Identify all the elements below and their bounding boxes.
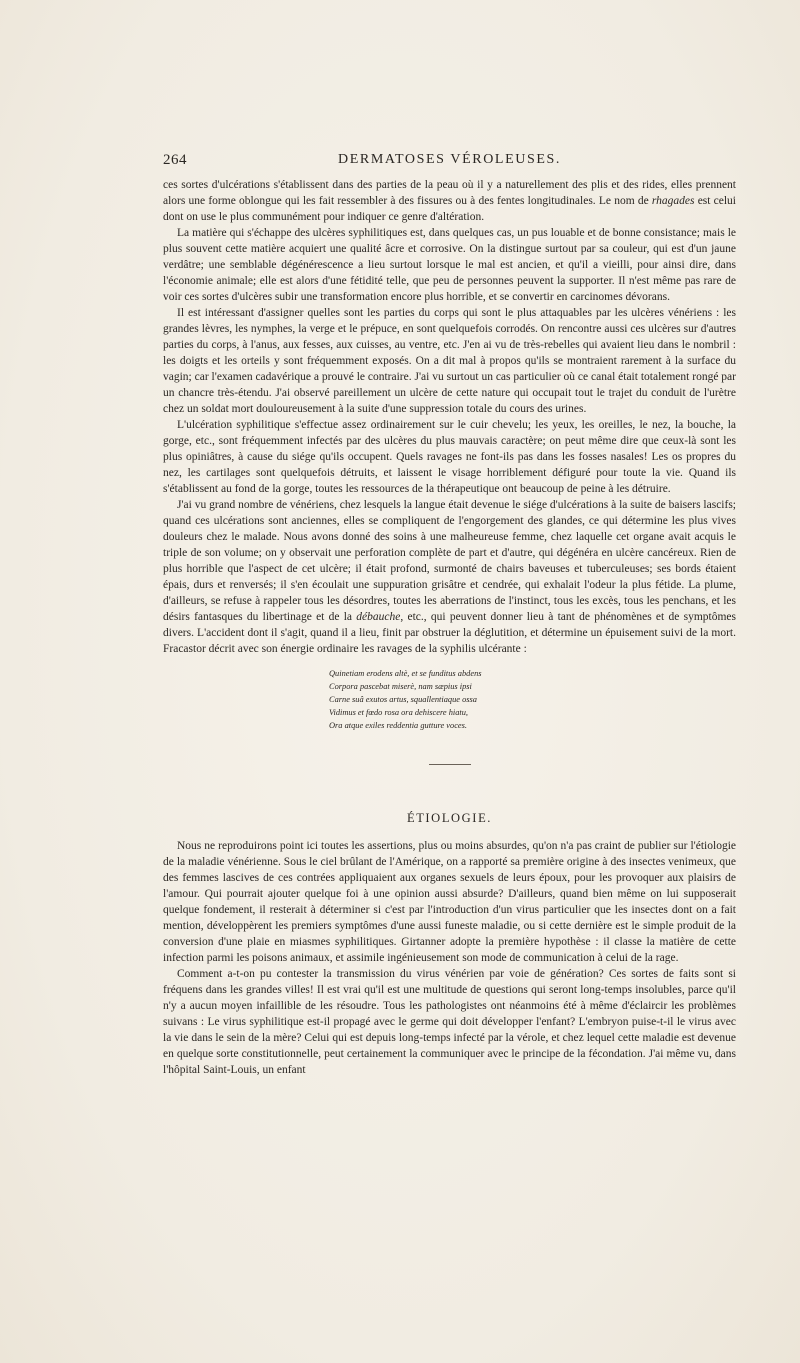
paragraph bbox=[163, 497, 736, 657]
section-heading-etiologie: ÉTIOLOGIE. bbox=[406, 811, 493, 825]
paragraph bbox=[163, 838, 736, 966]
page-body bbox=[163, 177, 736, 1078]
verse-line: Ora atque exiles reddentia gutture voces. bbox=[329, 721, 467, 730]
page-header bbox=[163, 150, 736, 172]
latin-verse-quotation bbox=[329, 667, 736, 732]
text-run: est celui dont on use le plus communément pour indiquer ce genre d'altération. bbox=[163, 195, 737, 223]
page-number: 264 bbox=[163, 152, 187, 168]
paragraph bbox=[163, 417, 736, 497]
text-run: L'ulcération syphilitique s'effectue assez ordinairement sur le cuir chevelu; les yeux, les oreilles, le nez, la bouche, la gorge, etc., sont fréquemment infectés par des ulcères du plus mauvais caractère; on peut même dire que ceux-là sont les plus opiniâtres, à cause du siége qu'ils occupent. Quels ravages ne font-ils pas dans les fosses nasales! Les os propres du nez, les cartilages sont quelquefois détruits, et laissent le visage horriblement défiguré pour toute la vie. Quand ils s'établissent au fond de la gorge, toutes les ressources de la thérapeutique ont beaucoup de peine à les détruire. bbox=[163, 419, 736, 495]
text-run: , etc., qui peuvent donner lieu à tant de phénomènes et de symptômes divers. L'accident dont il s'agit, quand il a lieu, finit par obstruer la déglutition, et détermine un épuisement suivi de la mort. Fracastor décrit avec son énergie ordinaire les ravages de la syphilis ulcérante : bbox=[163, 611, 736, 655]
paragraph bbox=[163, 225, 736, 305]
text-block-etiologie bbox=[163, 838, 736, 1078]
verse-line: Quinetiam erodens altè, et se funditus abdens bbox=[329, 669, 482, 678]
italic-term: débauche bbox=[356, 611, 401, 623]
text-run: La matière qui s'échappe des ulcères syphilitiques est, dans quelques cas, un pus louable et de bonne consistance; mais le plus souvent cette matière acquiert une qualité âcre et corrosive. On la distingue surtout par sa couleur, qui est d'un jaune verdâtre; une semblable dégénérescence a lieu surtout lorsque le mal est ancien, et qu'il a vieilli, pour ainsi dire, dans l'économie animale; elle est alors d'une fétidité telle, que peu de personnes peuvent la supporter. Il n'est même pas rare de voir ces sortes d'ulcères subir une transformation encore plus horrible, et se convertir en carcinomes dévorans. bbox=[163, 227, 736, 303]
verse-line: Vidimus et fœdo rosa ora dehiscere hiatu, bbox=[329, 708, 469, 717]
italic-term: rhagades bbox=[651, 195, 695, 207]
paragraph bbox=[163, 177, 736, 225]
text-run: ces sortes d'ulcérations s'établissent dans des parties de la peau où il y a naturellement des plis et des rides, elles prennent alors une forme oblongue qui les fait ressembler à des fissures ou à des fentes longitudinales. Le nom de bbox=[163, 179, 736, 207]
text-run: Comment a-t-on pu contester la transmission du virus vénérien par voie de génération? Ces sortes de faits sont si fréquens dans les grandes villes! Il est vrai qu'il est une multitude de questions qui seront long-temps insolubles, parce qu'il n'y a aucun moyen infaillible de les résoudre. Tous les pathologistes ont néanmoins été à même d'éclaircir les problèmes suivans : Le virus syphilitique est-il propagé avec le germe qui doit développer l'enfant? L'embryon puise-t-il le virus avec la vie dans le sein de la mère? Celui qui est depuis long-temps infecté par la vérole, et chez lequel cette maladie est devenue en quelque sorte constitutionnelle, peut certainement la communiquer avec le principe de la fécondation. J'ai même vu, dans l'hôpital Saint-Louis, un enfant bbox=[163, 968, 736, 1076]
text-run: Nous ne reproduirons point ici toutes les assertions, plus ou moins absurdes, qu'on n'a pas craint de publier sur l'étiologie de la maladie vénérienne. Sous le ciel brûlant de l'Amérique, on a rapporté sa première origine à des insectes venimeux, que des femmes lascives de ces contrées appliquaient aux organes sexuels de leurs époux, pour les provoquer aux plaisirs de l'amour. Qui pourrait ajouter quelque foi à une opinion aussi absurde? D'ailleurs, quand bien même on lui supposerait quelque fondement, il resterait à déterminer si c'est par l'introduction d'un virus particulier que les insectes dont on a fait mention, développèrent les premiers symptômes d'une aussi funeste maladie, ou si cette dernière est le simple produit de la conversion d'une plaie en miasmes syphilitiques. Girtanner adopte la première hypothèse : il classe la matière de cette infection parmi les poisons animaux, et assimile ingénieusement son mode de communication à celui de la rage. bbox=[163, 840, 736, 964]
verse-line: Carne suâ exutos artus, squallentiaque ossa bbox=[329, 695, 477, 704]
text-block-ulcerations bbox=[163, 177, 736, 657]
paragraph bbox=[163, 305, 736, 417]
text-run: J'ai vu grand nombre de vénériens, chez lesquels la langue était devenue le siége d'ulcérations à la suite de baisers lascifs; quand ces ulcérations sont anciennes, elles se compliquent de l'engorgement des glandes, ce qui détermine les plus vives douleurs chez le malade. Nous avons donné des soins à une malheureuse femme, chez laquelle cet organe avait acquis le triple de son volume; on y observait une perforation complète de part et d'autre, qui dégénéra en ulcère cancéreux. Rien de plus horrible que l'aspect de cet ulcère; il était profond, surmonté de chairs baveuses et tuberculeuses; ses bords étaient épais, durs et renversés; il s'en écoulait une suppuration grisâtre et cendrée, qui exhalait l'odeur la plus fétide. La plume, d'ailleurs, se refuse à rappeler tous les désordres, toutes les aberrations de l'instinct, tous les excès, tous les penchans, et les désirs fantasques du libertinage et de la bbox=[163, 499, 736, 623]
verse-line: Corpora pascebat miserè, nam sæpius ipsi bbox=[329, 682, 472, 691]
paragraph bbox=[163, 966, 736, 1078]
running-title: DERMATOSES VÉROLEUSES. bbox=[338, 152, 561, 167]
section-divider-rule bbox=[429, 764, 471, 765]
text-run: Il est intéressant d'assigner quelles sont les parties du corps qui sont le plus attaquables par les ulcères vénériens : les grandes lèvres, les nymphes, la verge et le prépuce, en sont quelquefois corrodés. On rencontre aussi ces ulcères sur d'autres parties du corps, à l'anus, aux fesses, aux cuisses, au ventre, etc. J'en ai vu de très-rebelles qui avaient lieu dans le nombril : les doigts et les orteils y sont fréquemment exposés. On a dit mal à propos qu'ils se montraient rarement à la surface du vagin; car l'examen cadavérique a prouvé le contraire. J'ai vu surtout un cas particulier où ce canal était totalement rongé par un chancre très-étendu. J'ai observé pareillement un ulcère de cette nature qui occupait tout le trajet du conduit de l'urètre chez un soldat mort douloureusement à la suite d'une suppression totale du cours des urines. bbox=[163, 307, 736, 415]
